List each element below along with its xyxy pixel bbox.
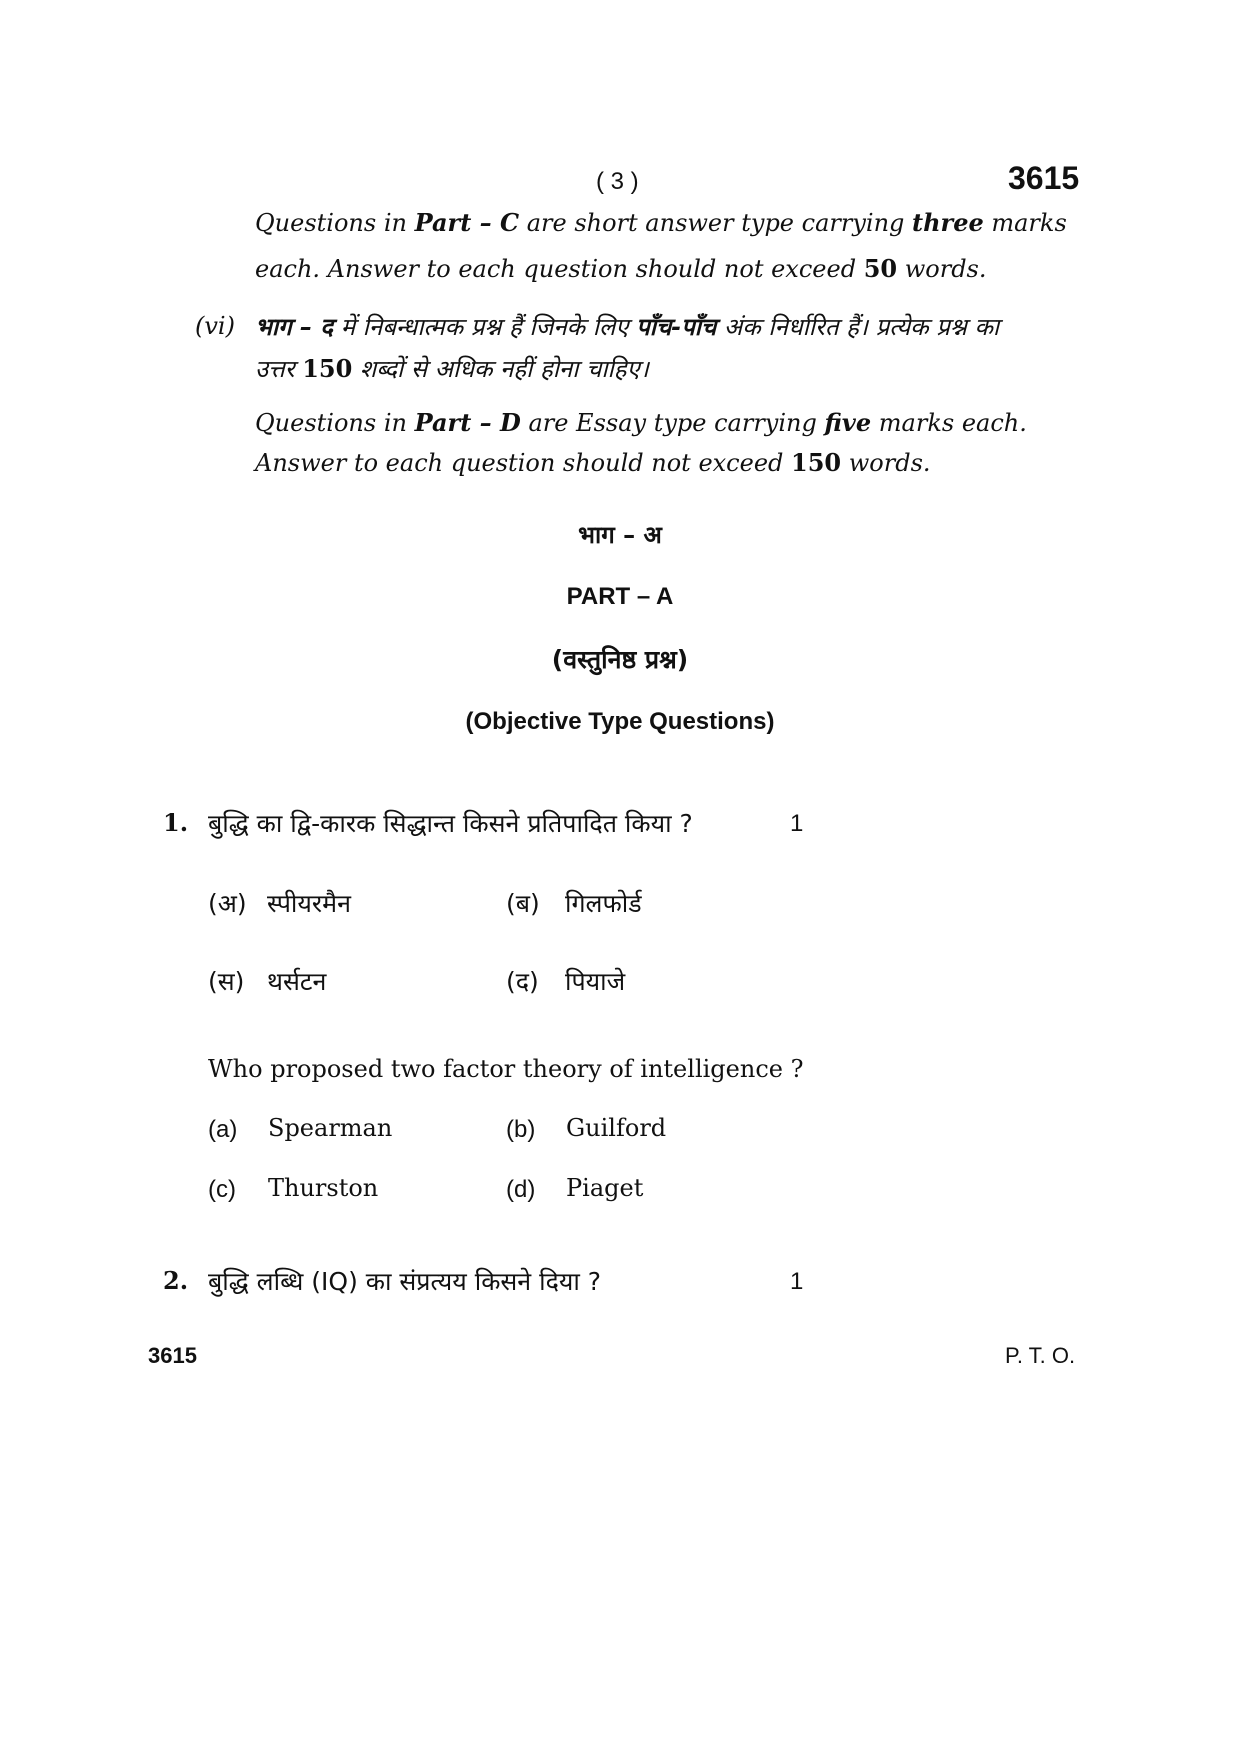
part-c-instruction-line2 [255, 254, 987, 283]
page-number: ( 3 ) [596, 168, 639, 195]
option-label: (अ) [208, 889, 247, 918]
text: भाग – द [255, 313, 334, 341]
text: 150 [791, 448, 842, 477]
footer-pto: P. T. O. [1005, 1343, 1076, 1368]
part-d-instruction-line2 [255, 448, 931, 477]
part-d-hindi-line1 [255, 310, 999, 343]
text: each. Answer to each question should not exceed [255, 255, 864, 283]
option-text: Guilford [566, 1114, 667, 1142]
text: Questions in [255, 209, 415, 237]
option-text: स्पीयरमैन [267, 889, 351, 918]
option-text: Piaget [566, 1174, 644, 1202]
option-text: पियाजे [565, 967, 626, 996]
text: five [824, 408, 872, 437]
text: Questions in [255, 409, 415, 437]
section-hindi-title: भाग – अ [578, 521, 662, 549]
text: marks [983, 209, 1067, 237]
text: are short answer type carrying [519, 209, 913, 237]
section-title: PART – A [566, 583, 674, 610]
question-hindi-text: बुद्धि का द्वि-कारक सिद्धान्त किसने प्रतिपादित किया ? [208, 809, 693, 838]
text: उत्तर [255, 355, 303, 383]
option-label: (a) [208, 1116, 238, 1143]
option-label: (d) [506, 1176, 536, 1203]
footer-code: 3615 [148, 1343, 197, 1368]
text: अंक निर्धारित हैं। प्रत्येक प्रश्न का [716, 313, 1000, 341]
part-c-instruction-line1 [255, 208, 1067, 237]
option-text: थर्सटन [267, 967, 327, 996]
option-label: (b) [506, 1116, 536, 1143]
option-label: (ब) [506, 889, 540, 918]
text: are Essay type carrying [520, 409, 825, 437]
text: पाँच-पाँच [636, 313, 717, 341]
part-d-hindi-line2 [255, 352, 649, 385]
paper-code: 3615 [1008, 160, 1080, 196]
option-text: गिलफोर्ड [565, 889, 642, 918]
option-text: Spearman [268, 1114, 393, 1142]
question-marks: 1 [790, 810, 804, 837]
text: words. [897, 255, 987, 283]
question-number: 1. [163, 808, 189, 837]
option-label: (c) [208, 1176, 236, 1203]
text: Part – D [414, 408, 521, 437]
section-hindi-subtitle: (वस्तुनिष्ठ प्रश्न) [551, 645, 689, 674]
text: three [912, 208, 984, 237]
option-label: (स) [208, 967, 245, 996]
text: में निबन्धात्मक प्रश्न हैं जिनके लिए [333, 313, 637, 341]
question-english-text: Who proposed two factor theory of intelligence ? [208, 1055, 804, 1083]
question-number: 2. [163, 1266, 189, 1295]
question-hindi-text: बुद्धि लब्धि (IQ) का संप्रत्यय किसने दिया ? [208, 1267, 602, 1296]
text: 150 [302, 354, 353, 383]
question-marks: 1 [790, 1268, 804, 1295]
text: Answer to each question should not exceed [255, 449, 792, 477]
text: शब्दों से अधिक नहीं होना चाहिए। [352, 355, 649, 383]
text: Part – C [414, 208, 520, 237]
text: words. [841, 449, 931, 477]
instruction-number-vi: (vi) [195, 312, 235, 340]
option-text: Thurston [268, 1174, 379, 1202]
section-subtitle: (Objective Type Questions) [465, 708, 775, 735]
text: 50 [863, 254, 898, 283]
part-d-instruction-line1 [255, 408, 1027, 437]
option-label: (द) [506, 967, 539, 996]
text: marks each. [871, 409, 1027, 437]
